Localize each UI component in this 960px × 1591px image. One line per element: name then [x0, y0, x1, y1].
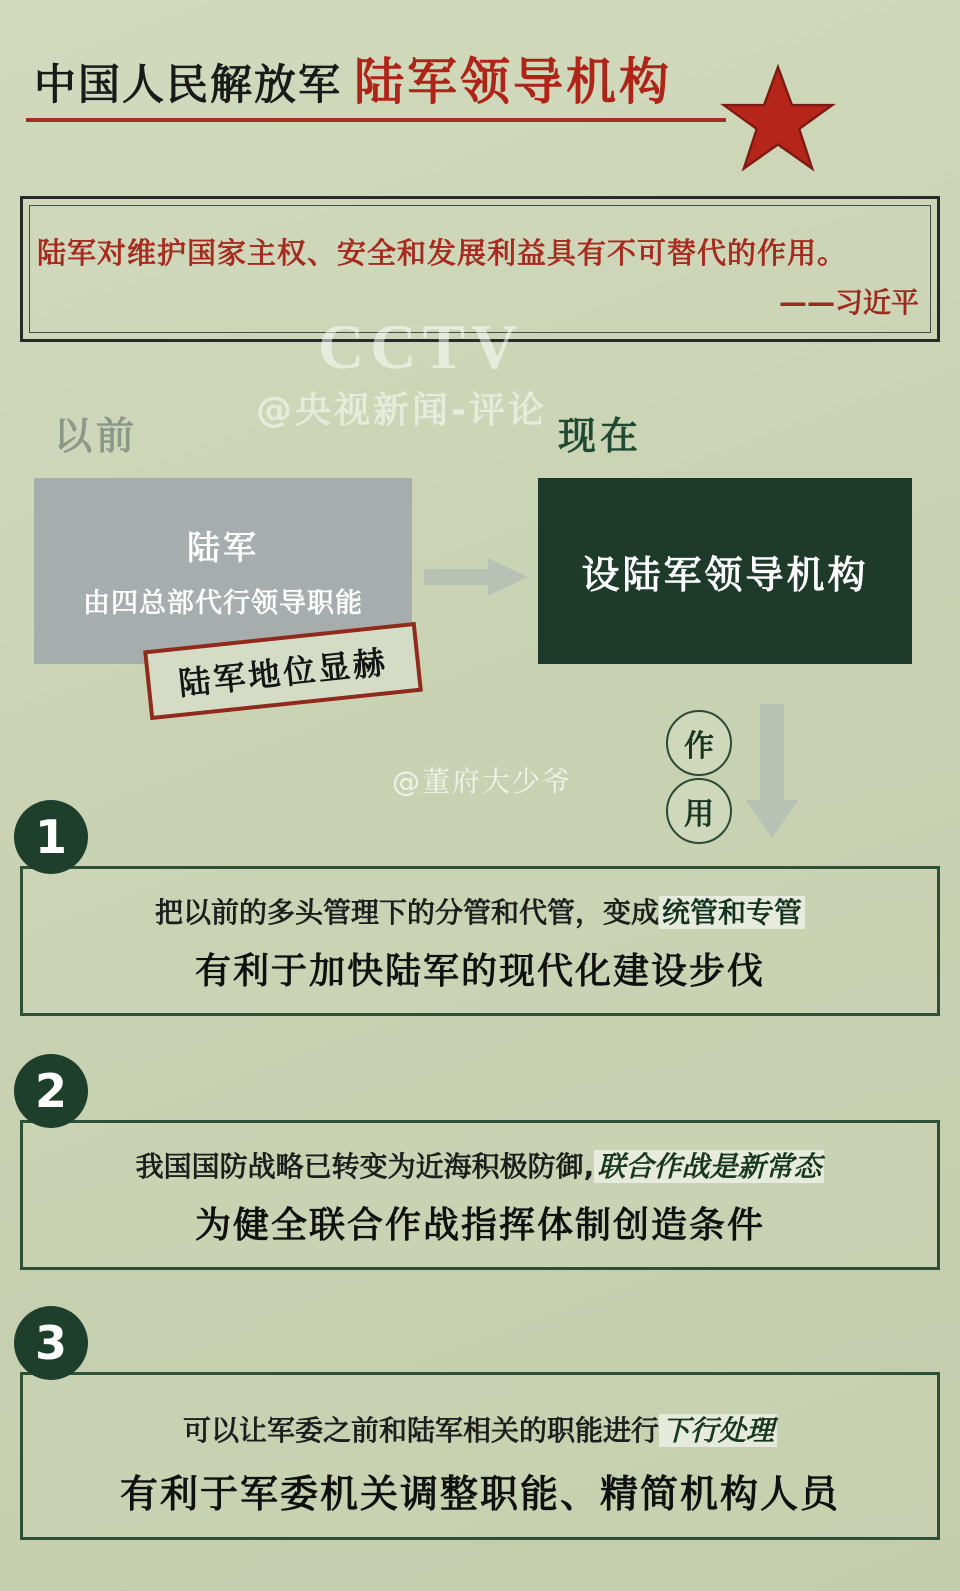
label-after: 现在: [558, 413, 643, 458]
point-box-3: [20, 1372, 940, 1540]
quote-author: ——习近平: [778, 286, 919, 319]
watermark-user: @董府大少爷: [392, 765, 573, 798]
point-3-line1-text: 可以让军委之前和陆军相关的职能进行: [182, 1414, 659, 1447]
effect-char-1: 作: [666, 710, 732, 776]
watermark-cctv: CCTV: [318, 311, 524, 382]
point-badge-3: 3: [14, 1306, 88, 1380]
page-title: [34, 42, 672, 114]
right-arrow-icon: [424, 556, 530, 598]
point-2-line1: [23, 1145, 937, 1185]
point-1-line2: 有利于加快陆军的现代化建设步伐: [194, 950, 765, 992]
point-2-line2: 为健全联合作战指挥体制创造条件: [194, 1204, 765, 1246]
watermark-cctv-sub: @央视新闻-评论: [256, 390, 547, 431]
label-before: 以前: [54, 413, 139, 458]
title-prefix: 中国人民解放军: [34, 60, 343, 109]
quote-text: 陆军对维护国家主权、安全和发展利益具有不可替代的作用。: [37, 236, 848, 270]
after-box: [538, 478, 912, 664]
point-3-line1: [23, 1409, 937, 1449]
point-badge-1: 1: [14, 800, 88, 874]
point-3-line1-highlight: 下行处理: [659, 1414, 777, 1447]
point-1-line1-highlight: 统管和专管: [659, 896, 805, 929]
before-box-line2: 由四总部代行领导职能: [83, 588, 363, 619]
point-1-line1-text: 把以前的多头管理下的分管和代管，变成: [154, 896, 659, 929]
point-3-line2: 有利于军委机关调整职能、精简机构人员: [119, 1471, 840, 1516]
point-badge-2: 2: [14, 1054, 88, 1128]
down-arrow-icon: [742, 704, 802, 844]
effect-char-2: 用: [666, 778, 732, 844]
title-main: 陆军领导机构: [354, 53, 673, 111]
before-box-line1: 陆军: [187, 528, 259, 567]
point-box-1: [20, 866, 940, 1016]
quote-box: [20, 196, 940, 342]
header: [0, 34, 960, 144]
point-2-line1-highlight: 联合作战是新常态: [594, 1150, 824, 1183]
red-star-icon: [718, 60, 838, 178]
after-box-line1: 设陆军领导机构: [581, 552, 869, 597]
point-2-line1-text: 我国国防战略已转变为近海积极防御,: [135, 1150, 595, 1183]
point-box-2: [20, 1120, 940, 1270]
effect-indicator: [660, 700, 840, 850]
stamp-label: 陆军地位显赫: [176, 643, 390, 703]
header-divider: [26, 118, 726, 122]
point-1-line1: [23, 891, 937, 931]
